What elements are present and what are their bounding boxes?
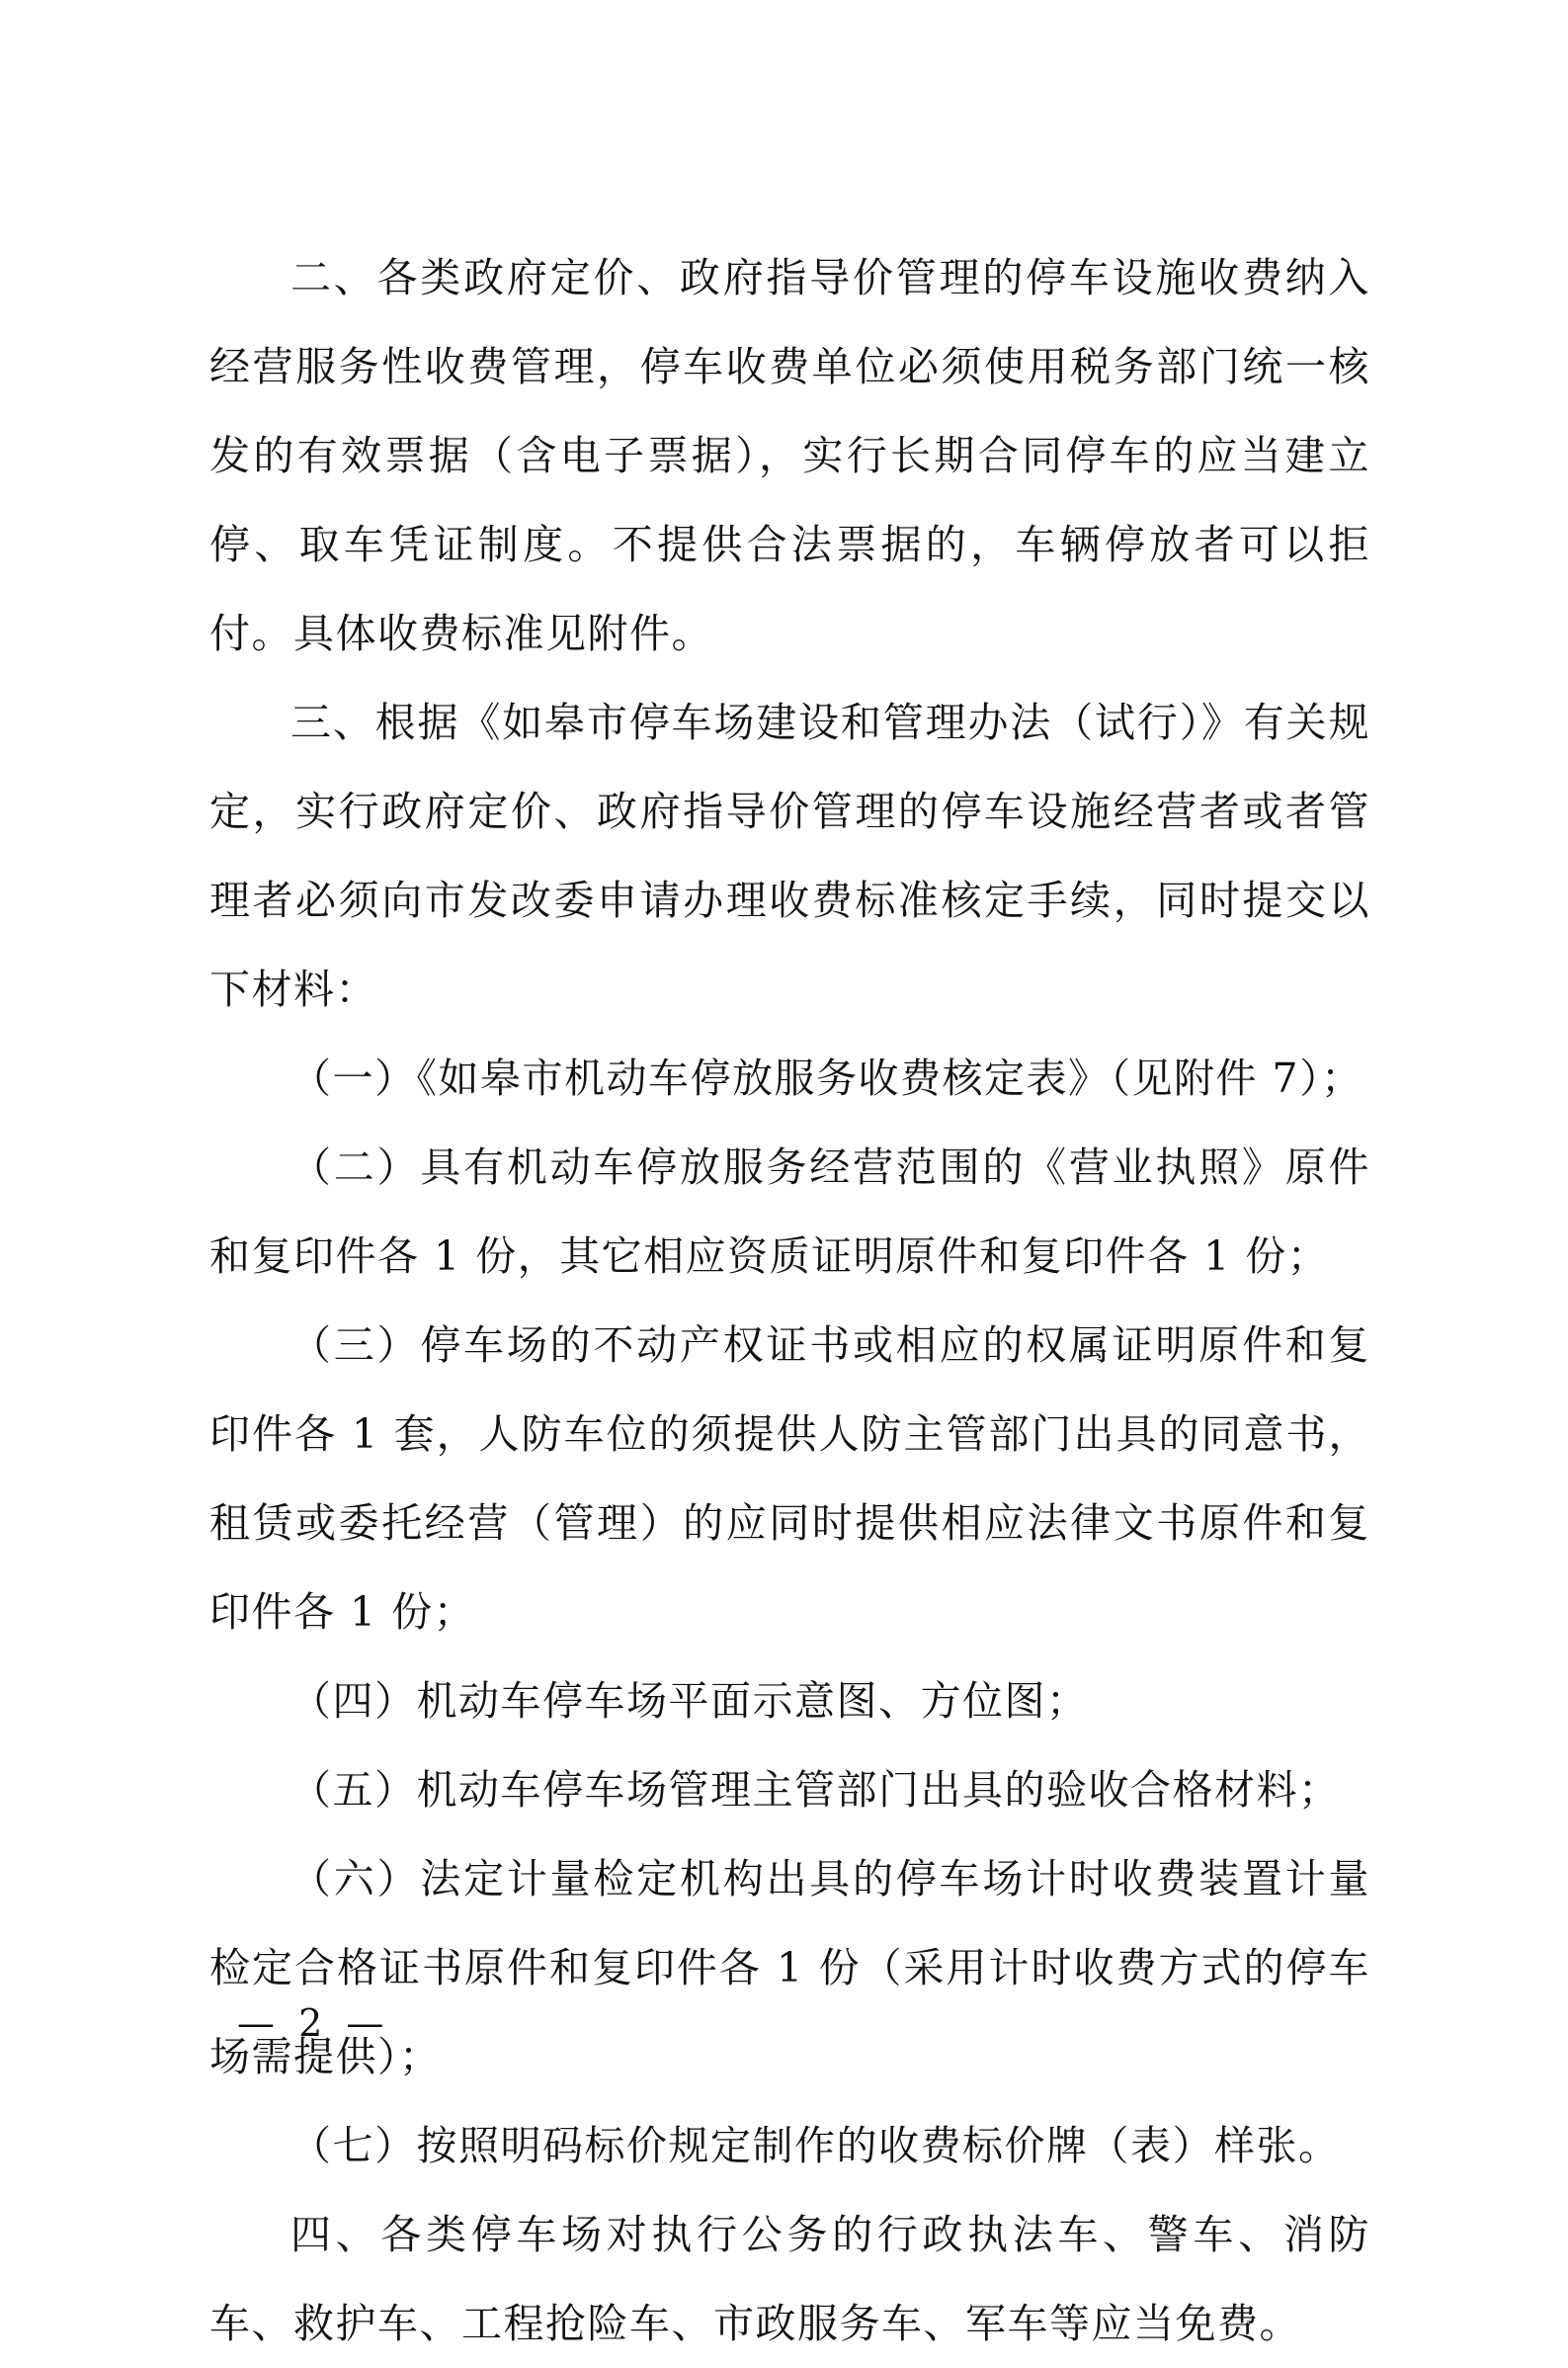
paragraph-item-3: 三、根据《如皋市停车场建设和管理办法（试行）》有关规定，实行政府定价、政府指导价管理的停车设施经营者或者管理者必须向市发改委申请办理收费标准核定手续，同时提交以下材料： [209, 699, 1370, 1013]
list-item-1: （一）《如皋市机动车停放服务收费核定表》（见附件 7）； [290, 1055, 1363, 1102]
document-body [209, 233, 1370, 2368]
list-item-6: （六）法定计量检定机构出具的停车场计时收费装置计量检定合格证书原件和复印件各 1 份（采用计时收费方式的停车场需提供）； [209, 1855, 1370, 2080]
list-item-2: （二）具有机动车停放服务经营范围的《营业执照》原件和复印件各 1 份，其它相应资质证明原件和复印件各 1 份； [209, 1143, 1370, 1280]
list-item-3: （三）停车场的不动产权证书或相应的权属证明原件和复印件各 1 套，人防车位的须提供人防主管部门出具的同意书，租赁或委托经营（管理）的应同时提供相应法律文书原件和复印件各 1 份； [209, 1321, 1370, 1636]
list-item-7: （七）按照明码标价规定制作的收费标价牌（表）样张。 [290, 2122, 1341, 2169]
list-item-4: （四）机动车停车场平面示意图、方位图； [290, 1677, 1089, 1725]
paragraph-item-2: 二、各类政府定价、政府指导价管理的停车设施收费纳入经营服务性收费管理，停车收费单位必须使用税务部门统一核发的有效票据（含电子票据），实行长期合同停车的应当建立停、取车凭证制度。不提供合法票据的，车辆停放者可以拒付。具体收费标准见附件。 [209, 254, 1370, 657]
page-number: — 2 — [237, 2001, 390, 2045]
paragraph-item-4: 四、各类停车场对执行公务的行政执法车、警车、消防车、救护车、工程抢险车、市政服务车、军车等应当免费。 [209, 2211, 1370, 2347]
list-item-5: （五）机动车停车场管理主管部门出具的验收合格材料； [290, 1766, 1341, 1814]
